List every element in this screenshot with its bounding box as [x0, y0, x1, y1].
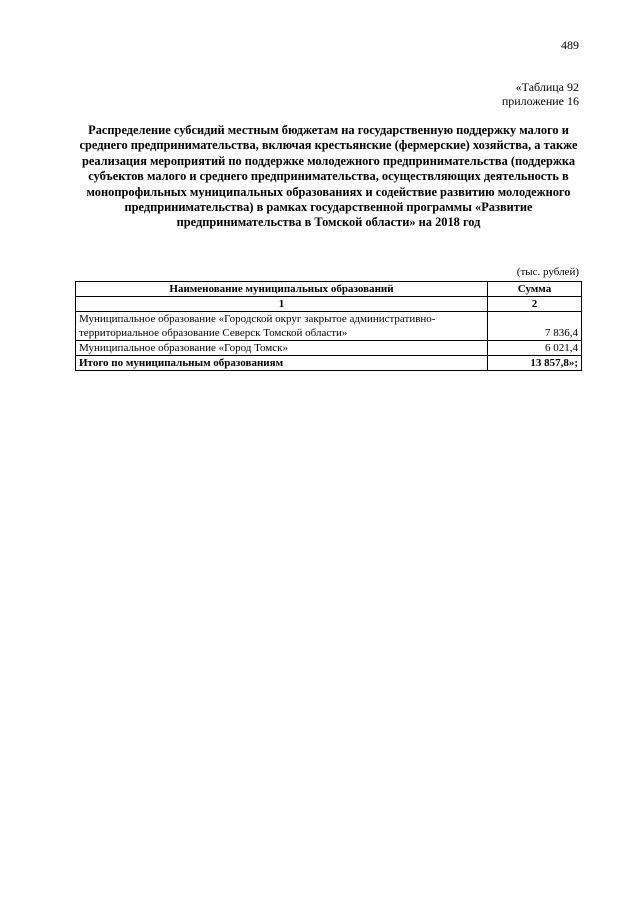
table-row — [76, 312, 582, 341]
row-name: Муниципальное образование «Городской округ закрытое административно-территориальное образование Северск Томской области» — [76, 312, 488, 341]
table-reference — [502, 80, 579, 108]
column-number-2: 2 — [488, 297, 582, 312]
header-sum: Сумма — [488, 282, 582, 297]
table-row — [76, 341, 582, 356]
page-number: 489 — [561, 38, 579, 52]
table-reference-line2: приложение 16 — [501, 94, 579, 108]
table-header-row — [76, 282, 582, 297]
header-name: Наименование муниципальных образований — [76, 282, 488, 297]
row-sum: 6 021,4 — [488, 341, 582, 356]
total-name: Итого по муниципальным образованиям — [76, 356, 488, 371]
table-reference-line1: «Таблица 92 — [515, 80, 579, 94]
row-name: Муниципальное образование «Город Томск» — [76, 341, 488, 356]
column-number-row — [76, 297, 582, 312]
units-label: (тыс. рублей) — [516, 266, 579, 278]
total-sum: 13 857,8»; — [488, 356, 582, 371]
subsidy-table — [75, 281, 582, 371]
row-sum: 7 836,4 — [488, 312, 582, 341]
document-title: Распределение субсидий местным бюджетам на государственную поддержку малого и среднего предпринимательства, включая крестьянские (фермерские) хозяйства, а также реализация мероприятий по поддержке молодежного предпринимательства (поддержка субъектов малого и среднего предпринимательства, осуществляющих деятельность в монопрофильных муниципальных образованиях и содействие развитию молодежного предпринимательства) в рамках государственной программы «Развитие предпринимательства в Томской области» на 2018 год — [79, 123, 578, 230]
column-number-1: 1 — [76, 297, 488, 312]
total-row — [76, 356, 582, 371]
